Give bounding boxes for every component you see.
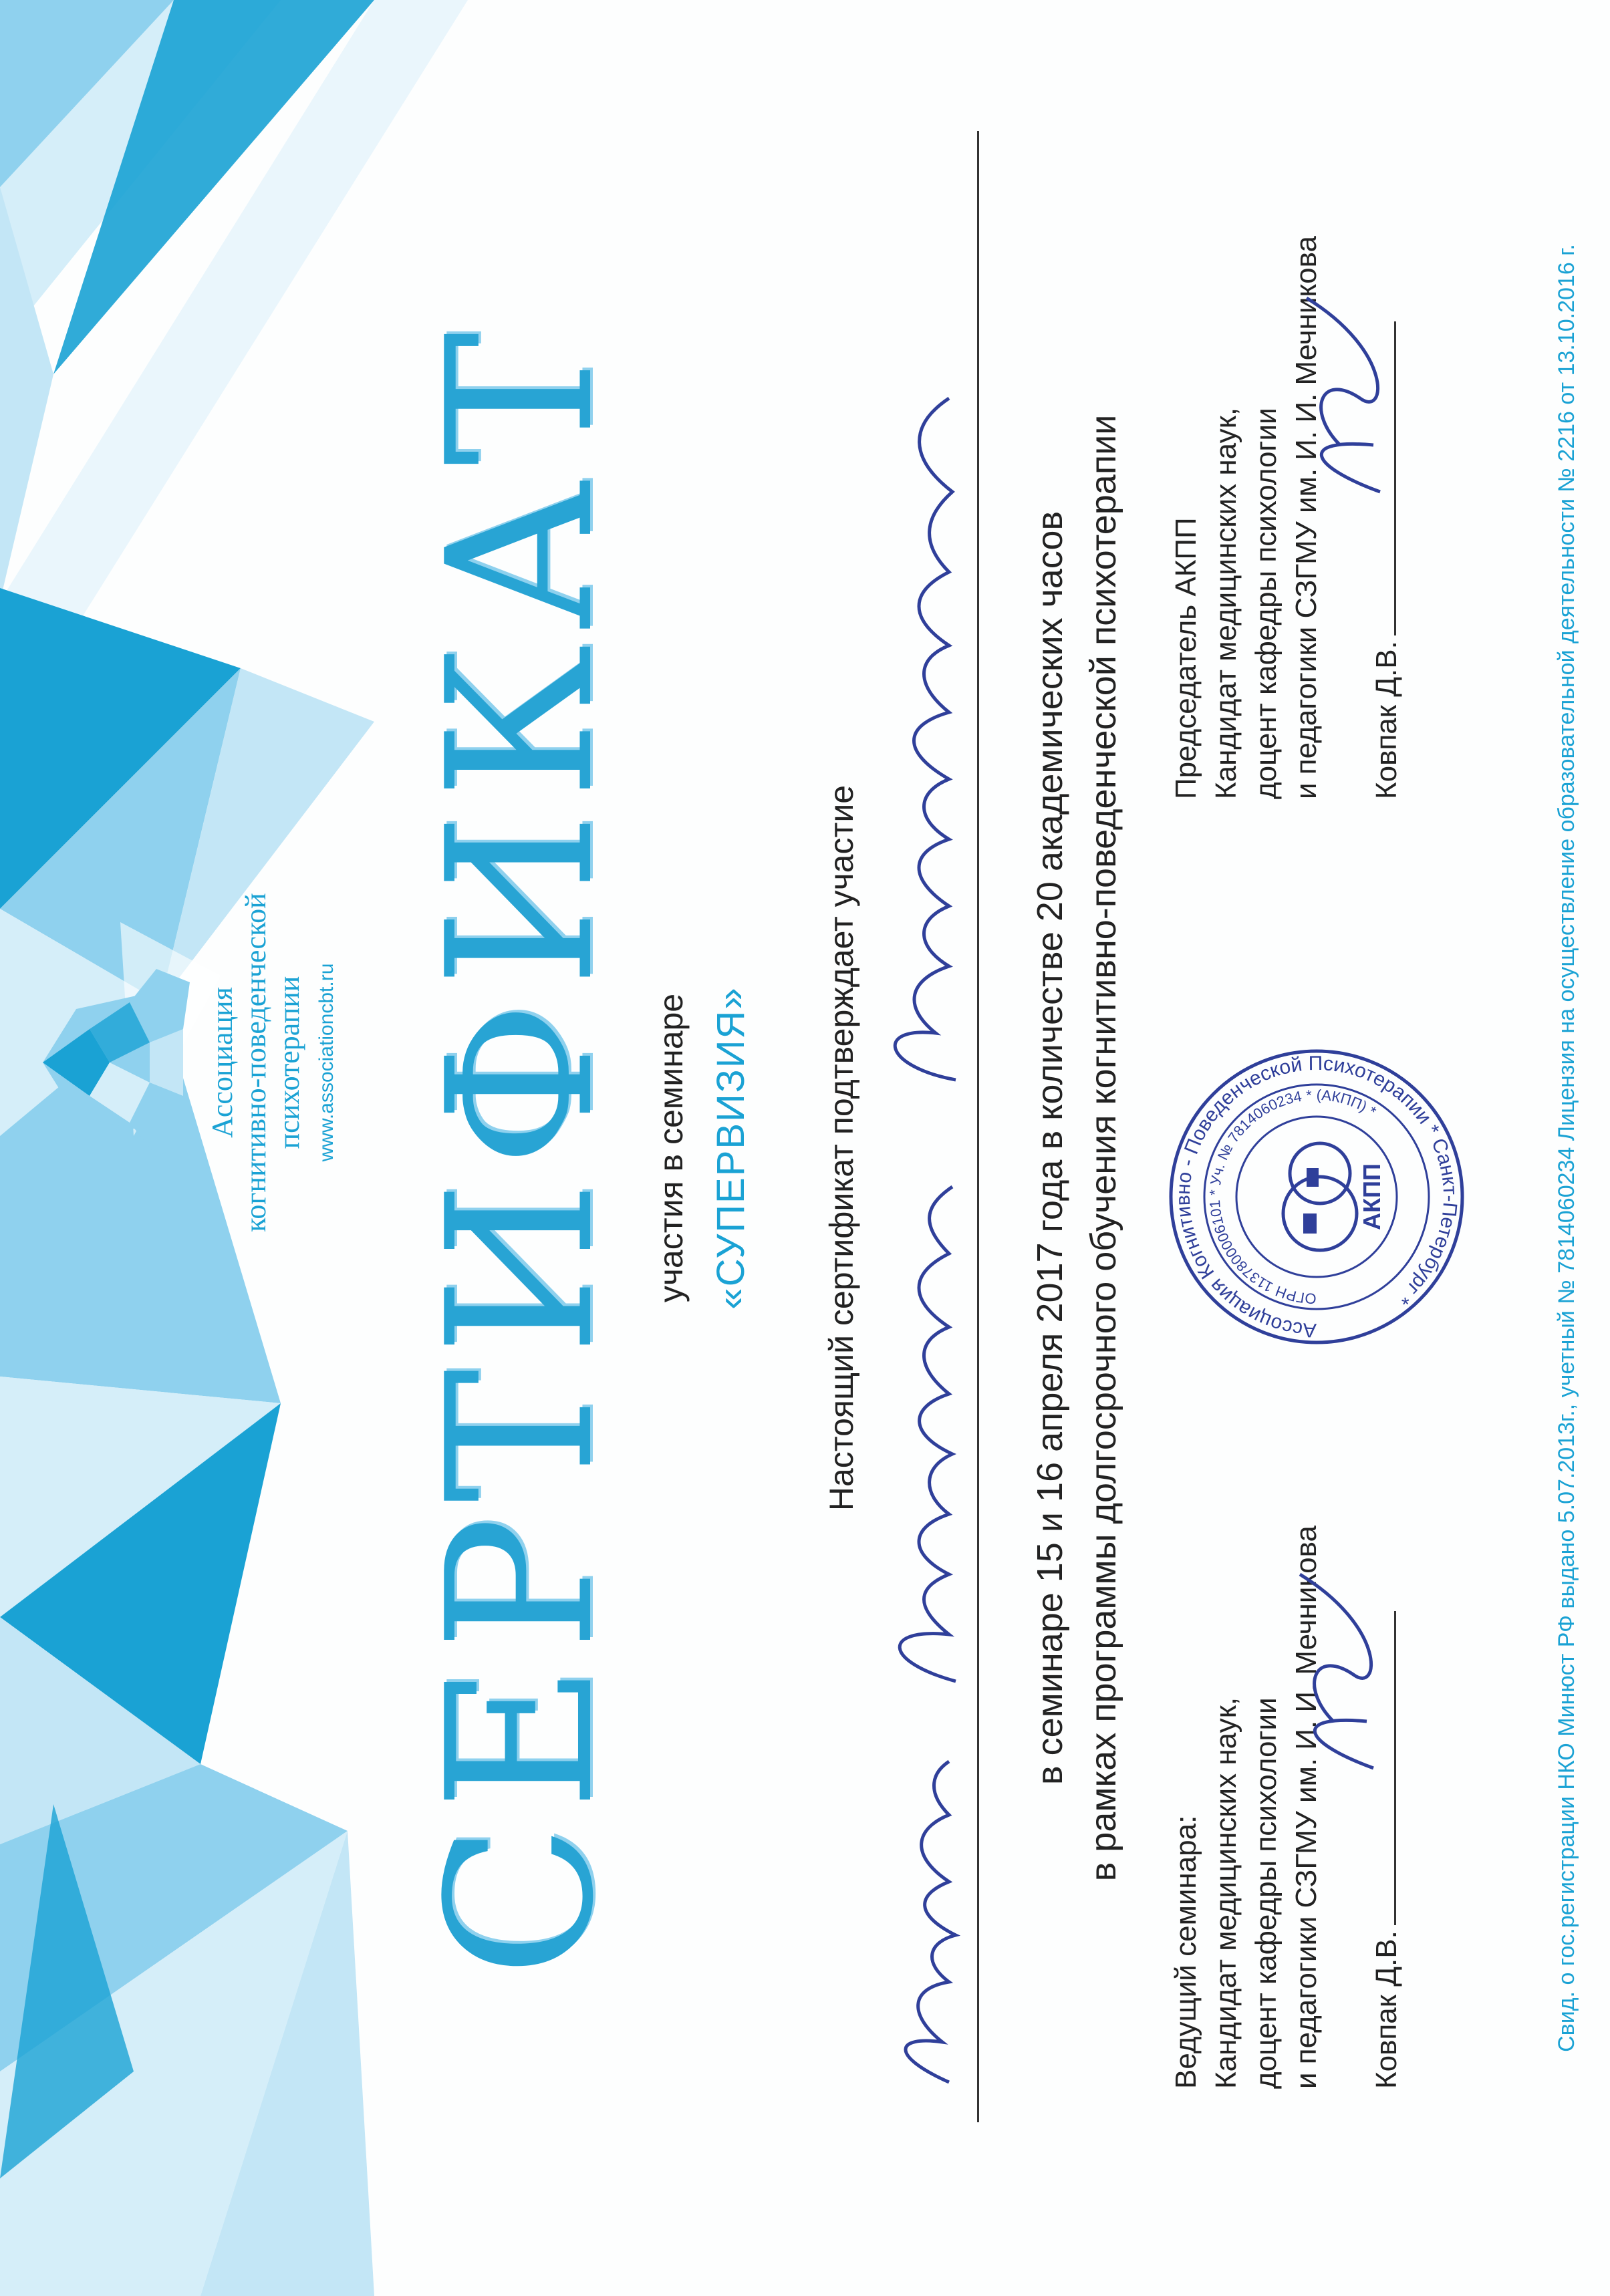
certificate-title: СЕРТИФИКАТ bbox=[404, 318, 638, 1978]
signatory-title-line: и педагогики СЗГМУ им. И. И. Мечникова bbox=[1290, 1526, 1323, 2089]
license-footer: Свид. о гос.регистрации НКО Минюст РФ выдано 5.07.2013г., учетный № 7814060234 Лицензия на осуществление образовательной деятельности № 2216 от 13.10.2016 г. bbox=[1554, 244, 1579, 2052]
stamp-outer-text: Ассоциация Когнитивно - Поведенческой Психотерапии * Санкт-Петербург * bbox=[1172, 1052, 1462, 1342]
stamp-inner-text: ОГРН 1137800006101 * Уч. № 7814060234 * (АКПП) * bbox=[1206, 1086, 1379, 1308]
organization-website: www.associationcbt.ru bbox=[315, 963, 338, 1162]
signature-left-handwriting bbox=[1273, 1541, 1393, 1795]
participation-text: участия в семинаре bbox=[652, 993, 690, 1303]
seminar-name: «СУПЕРВИЗИЯ» bbox=[709, 986, 753, 1310]
signature-line bbox=[1394, 1611, 1396, 1925]
organization-name bbox=[206, 875, 306, 1250]
organization-name-line: когнитивно-поведенческой bbox=[239, 893, 272, 1232]
organization-logo-icon bbox=[36, 962, 196, 1163]
signatory-name: Ковпак Д.В. bbox=[1370, 1930, 1403, 2089]
signatory-left bbox=[1166, 1487, 1403, 2089]
signatory-role: Ведущий семинара: bbox=[1170, 1815, 1202, 2089]
seminar-details-line: в семинаре 15 и 16 апреля 2017 года в количестве 20 академических часов bbox=[1030, 511, 1070, 1785]
signatory-title-line: и педагогики СЗГМУ им. И. И. Мечникова bbox=[1290, 236, 1323, 799]
signatory-title-line: доцент кафедры психологии bbox=[1250, 408, 1283, 799]
participant-name-line bbox=[977, 131, 979, 2122]
signatory-name: Ковпак Д.В. bbox=[1370, 641, 1403, 799]
signatory-title-line: доцент кафедры психологии bbox=[1250, 1697, 1283, 2089]
organization-name-line: психотерапии bbox=[273, 976, 305, 1149]
participant-name-handwriting bbox=[869, 291, 982, 2096]
stamp-center-label: АКПП bbox=[1358, 1163, 1385, 1230]
signatory-title-line: Кандидат медицинских наук, bbox=[1210, 407, 1242, 799]
signatory-title-line: Кандидат медицинских наук, bbox=[1210, 1697, 1242, 2089]
confirmation-text: Настоящий сертификат подтверждает участие bbox=[823, 784, 860, 1512]
program-details-line: в рамках программы долгосрочного обучения когнитивно-поведенческой психотерапии bbox=[1083, 414, 1123, 1882]
signatory-right bbox=[1166, 198, 1403, 799]
organization-logo-block bbox=[27, 875, 374, 1250]
organization-name-line: Ассоциация bbox=[206, 987, 239, 1138]
signature-right-handwriting bbox=[1280, 265, 1400, 519]
signatory-role: Председатель АКПП bbox=[1170, 517, 1202, 799]
organization-stamp bbox=[1166, 1046, 1467, 1347]
